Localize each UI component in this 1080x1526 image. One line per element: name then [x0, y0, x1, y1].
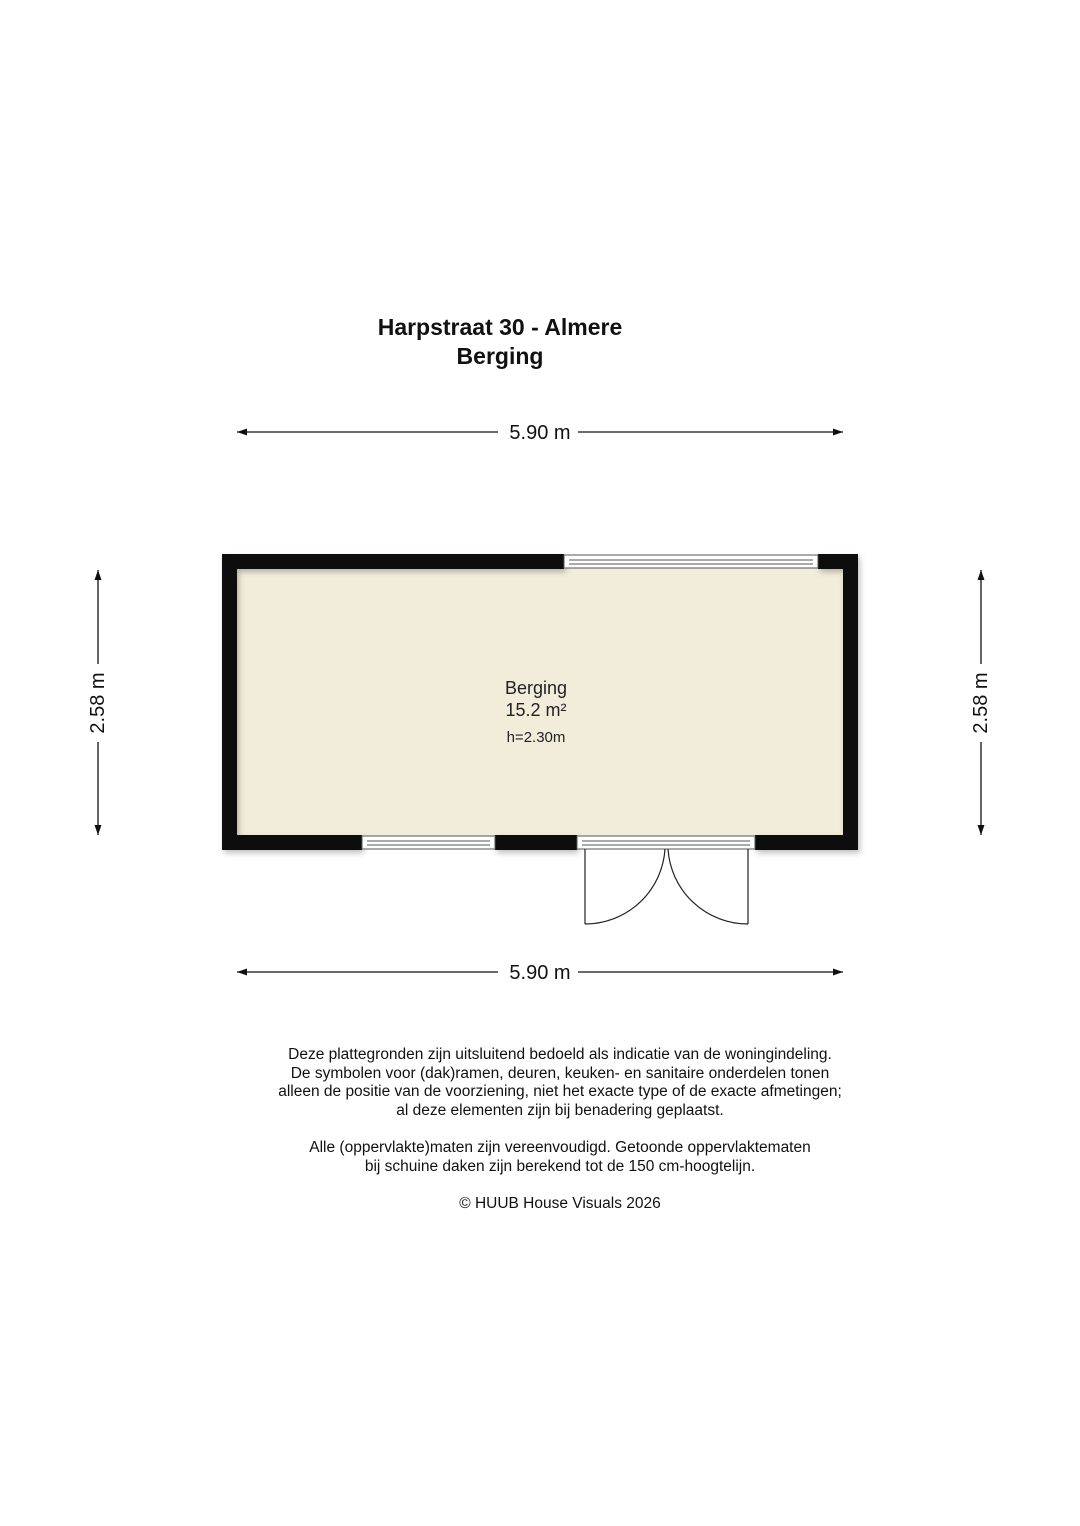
dimension-bottom-label: 5.90 m: [509, 962, 571, 984]
dimension-right-label: 2.58 m: [970, 672, 992, 734]
disclaimer-line: Deze plattegronden zijn uitsluitend bedoeld als indicatie van de woningindeling.: [288, 1046, 832, 1063]
disclaimer-line: Alle (oppervlakte)maten zijn vereenvoudigd. Getoonde oppervlaktematen: [309, 1139, 811, 1156]
copyright-notice: © HUUB House Visuals 2026: [459, 1195, 661, 1212]
dimension-left-label: 2.58 m: [87, 672, 109, 734]
dimension-bottom: [237, 962, 843, 984]
disclaimer-line: bij schuine daken zijn berekend tot de 150 cm-hoogtelijn.: [364, 1157, 756, 1175]
dimension-left: [87, 570, 109, 835]
wall-right: [843, 554, 858, 850]
room-area: 15.2 m²: [505, 700, 567, 720]
dimension-right: [970, 570, 992, 835]
wall-top-left: [222, 554, 564, 569]
plan-title: Harpstraat 30 - Almere: [377, 314, 623, 340]
plan-subtitle: Berging: [456, 343, 544, 369]
double-door: [577, 836, 755, 924]
wall-bottom-right: [755, 835, 858, 850]
door-swing-left: [585, 849, 665, 924]
disclaimer-paragraph-2: [160, 1139, 960, 1176]
room-name: Berging: [504, 678, 568, 698]
wall-bottom-left: [222, 835, 362, 850]
room-height: h=2.30m: [506, 729, 566, 746]
disclaimer-line: De symbolen voor (dak)ramen, deuren, keuken- en sanitaire onderdelen tonen: [290, 1064, 830, 1082]
dimension-top: [237, 422, 843, 444]
disclaimer-paragraph-1: [160, 1046, 960, 1120]
wall-bottom-middle: [495, 835, 577, 850]
door-swing-right: [668, 849, 748, 924]
disclaimer-line: alleen de positie van de voorziening, niet het exacte type of de exacte afmetingen;: [278, 1083, 842, 1100]
wall-left: [222, 554, 237, 850]
window-top: [564, 555, 818, 568]
window-bottom: [362, 836, 495, 849]
dimension-top-label: 5.90 m: [509, 422, 571, 444]
disclaimer-line: al deze elementen zijn bij benadering geplaatst.: [396, 1101, 724, 1119]
